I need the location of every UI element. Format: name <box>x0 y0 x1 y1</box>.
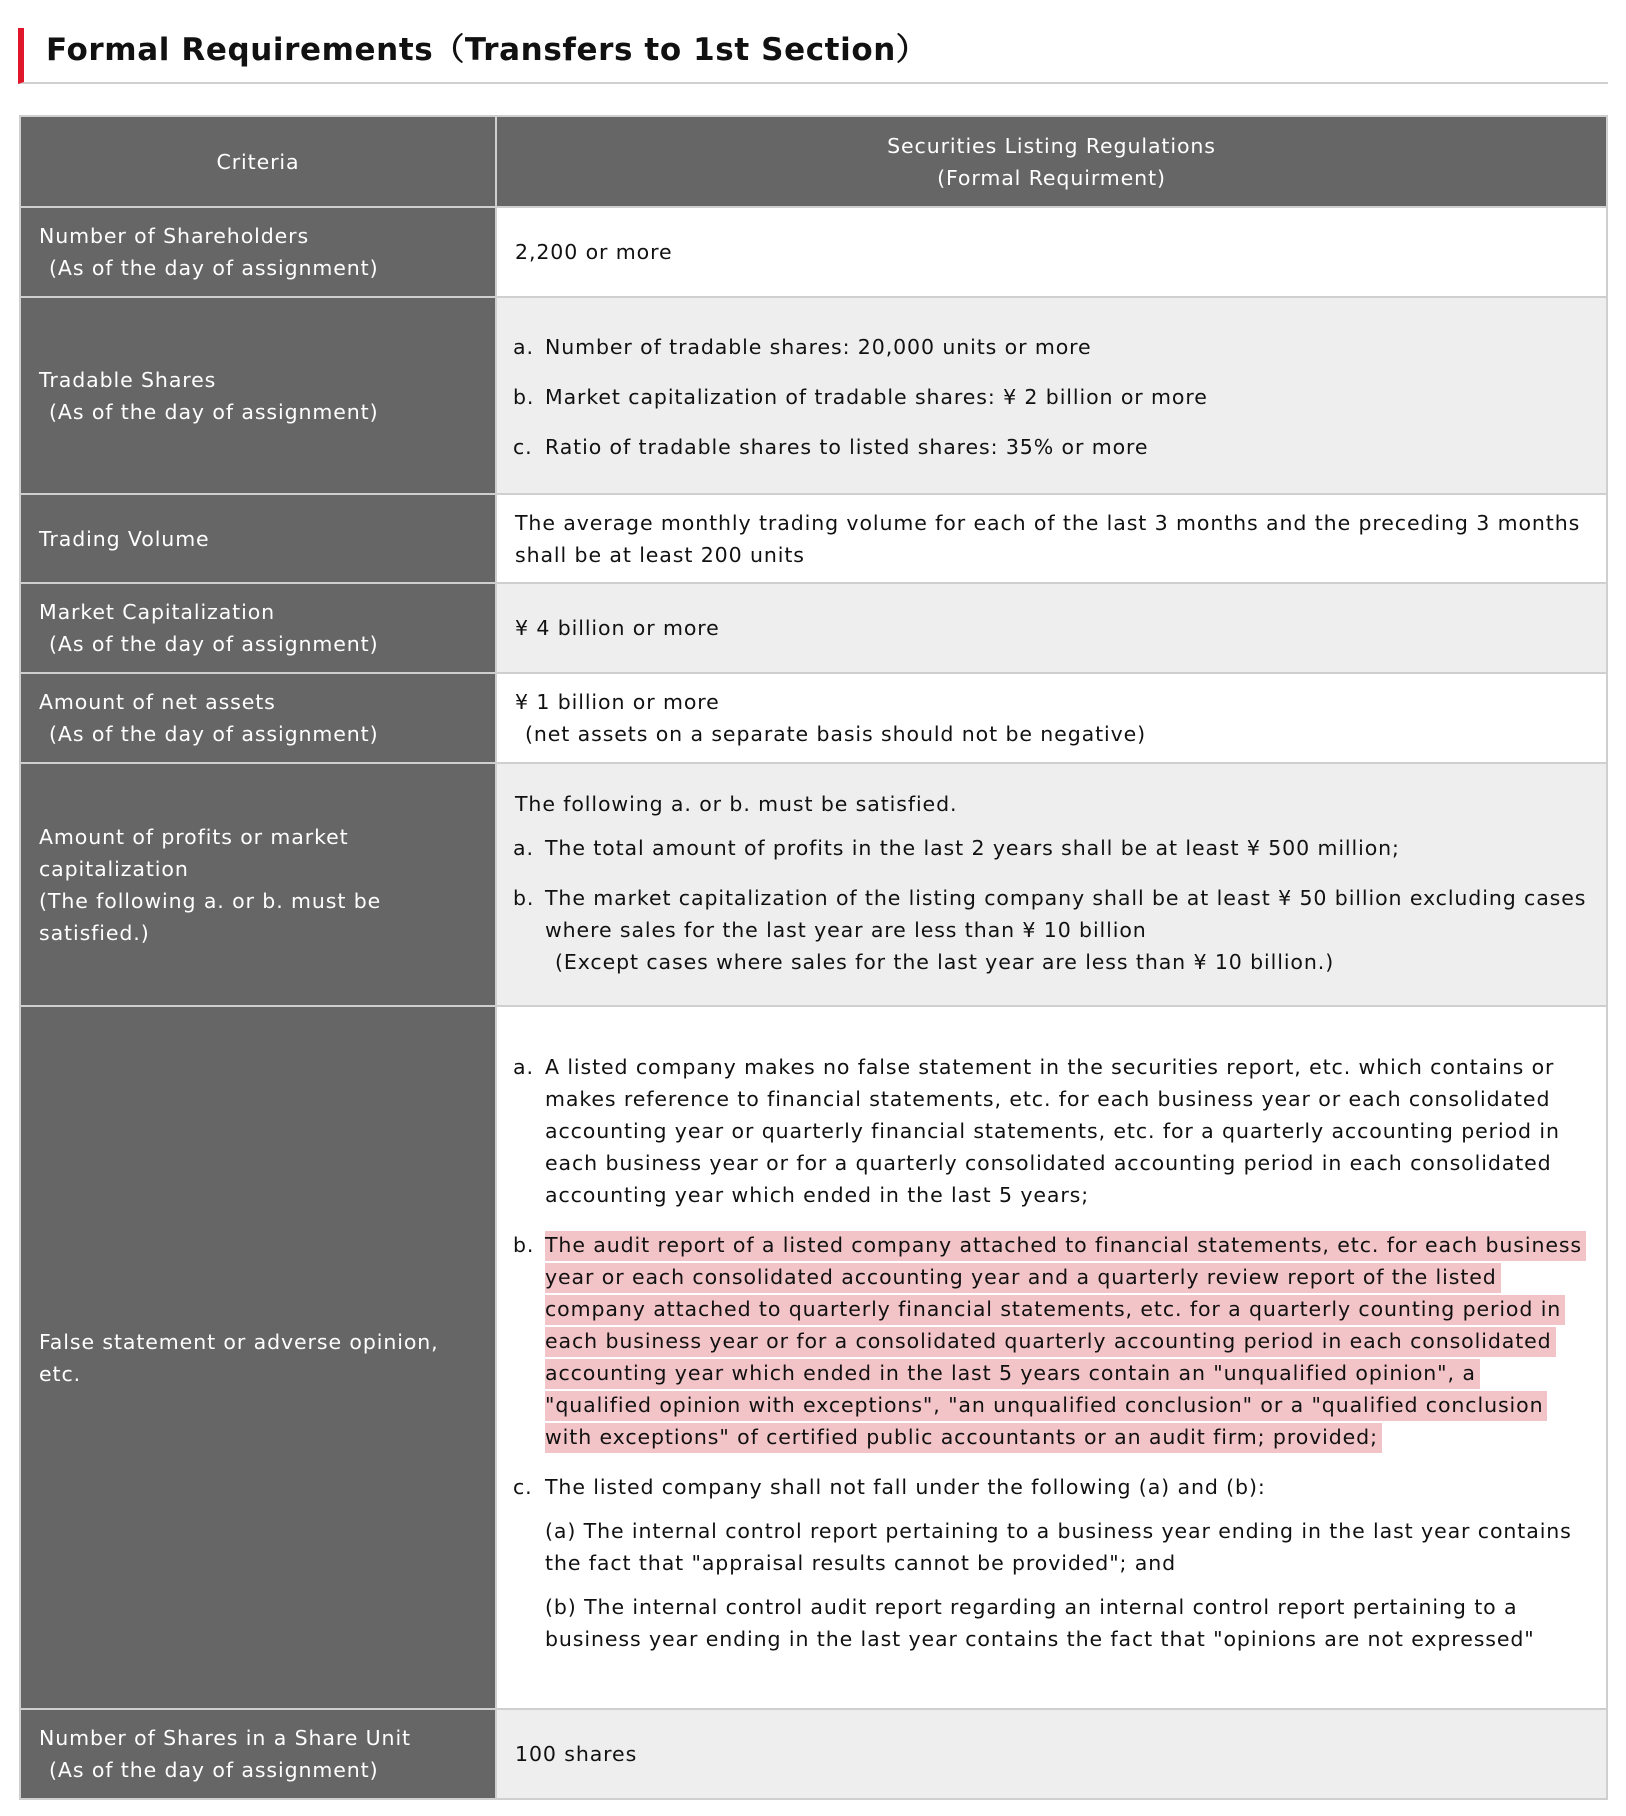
criteria-cell <box>20 763 496 1006</box>
item-marker: b. <box>513 385 535 409</box>
list-item <box>515 882 1588 978</box>
page-title: Formal Requirements（Transfers to 1st Section） <box>46 32 928 68</box>
list-item <box>515 1051 1588 1211</box>
header-regulations-line1: Securities Listing Regulations <box>887 133 1216 158</box>
value-cell: The average monthly trading volume for each of the last 3 months and the preceding 3 months shall be at least 200 units <box>496 494 1607 583</box>
item-text: Market capitalization of tradable shares: ¥ 2 billion or more <box>545 385 1208 409</box>
criteria-note: (As of the day of assignment) <box>49 399 379 424</box>
criteria-note: (As of the day of assignment) <box>49 722 379 746</box>
item-text: The total amount of profits in the last 2 years shall be at least ¥ 500 million; <box>545 835 1400 860</box>
value-cell <box>496 297 1607 494</box>
table-row-trading-volume <box>20 494 1607 583</box>
table-header-row <box>20 116 1607 207</box>
criteria-cell <box>20 494 496 583</box>
requirements-table <box>19 115 1608 1800</box>
value-note: (net assets on a separate basis should not be negative) <box>525 722 1147 746</box>
criteria-label: Tradable Shares <box>39 367 217 392</box>
sub-item: (a) The internal control report pertaining to a business year ending in the last year contains the fact that "appraisal results cannot be provided"; and <box>545 1519 1572 1575</box>
table-row-profits <box>20 763 1607 1006</box>
item-text-wrap <box>545 882 1588 978</box>
item-marker: a. <box>513 1055 534 1079</box>
value-text: ¥ 1 billion or more <box>515 690 720 714</box>
table-row-net-assets <box>20 673 1607 763</box>
criteria-label: Amount of net assets <box>39 690 276 714</box>
requirement-list <box>515 331 1588 463</box>
criteria-cell <box>20 673 496 763</box>
item-text: Number of tradable shares: 20,000 units or more <box>545 335 1092 359</box>
value-cell <box>496 763 1607 1006</box>
list-item-highlighted <box>515 1229 1588 1453</box>
criteria-note: (As of the day of assignment) <box>49 256 379 280</box>
item-text: A listed company makes no false statement in the securities report, etc. which contains or makes reference to financial statements, etc. for each business year or each consolidated accounting year or quarterly financial statements, etc. for a quarterly accounting period in each business year or for a quarterly consolidated accounting period in each consolidated accounting year which ended in the last 5 years; <box>545 1055 1560 1207</box>
criteria-label: False statement or adverse opinion, etc. <box>39 1329 439 1386</box>
table-row-market-cap <box>20 583 1607 673</box>
list-item <box>515 381 1588 413</box>
item-note: (Except cases where sales for the last year are less than ¥ 10 billion.) <box>555 949 1335 974</box>
value-cell: 2,200 or more <box>496 207 1607 297</box>
item-marker: c. <box>513 1475 533 1499</box>
criteria-cell <box>20 207 496 297</box>
criteria-label: Amount of profits or market capitalization <box>39 824 349 881</box>
requirement-list <box>515 832 1588 978</box>
highlighted-text[interactable]: The audit report of a listed company attached to financial statements, etc. for each business year or each consolidated accounting year and a quarterly review report of the listed company attached to quarterly financial statements, etc. for a quarterly counting period in each business year or for a consolidated quarterly accounting period in each consolidated accounting year which ended in the last 5 years contain an "unqualified opinion", a "qualified opinion with exceptions", "an unqualified conclusion" or a "qualified conclusion with exceptions" of certified public accountants or an audit firm; provided; <box>545 1231 1586 1453</box>
criteria-cell <box>20 1006 496 1709</box>
item-text: The market capitalization of the listing company shall be at least ¥ 50 billion excluding cases where sales for the last year are less than ¥ 10 billion <box>545 885 1587 942</box>
section-heading <box>18 28 1608 84</box>
header-regulations <box>496 116 1607 207</box>
criteria-label: Number of Shareholders <box>39 224 310 248</box>
item-text-wrap <box>545 1229 1588 1453</box>
requirement-list <box>515 1051 1588 1667</box>
criteria-note: (As of the day of assignment) <box>49 632 379 656</box>
value-cell <box>496 673 1607 763</box>
value-cell: ¥ 4 billion or more <box>496 583 1607 673</box>
item-marker: b. <box>513 1233 535 1257</box>
table-row-tradable-shares <box>20 297 1607 494</box>
value-cell <box>496 1006 1607 1709</box>
criteria-cell <box>20 297 496 494</box>
criteria-note: (As of the day of assignment) <box>49 1758 379 1782</box>
table-row-share-unit <box>20 1709 1607 1799</box>
item-text-wrap <box>545 1471 1588 1667</box>
header-criteria: Criteria <box>20 116 496 207</box>
item-text: The listed company shall not fall under the following (a) and (b): <box>545 1475 1266 1499</box>
item-marker: b. <box>513 885 535 910</box>
intro-text: The following a. or b. must be satisfied. <box>515 791 958 816</box>
item-marker: c. <box>513 435 533 459</box>
list-item <box>515 431 1588 463</box>
criteria-cell <box>20 1709 496 1799</box>
item-text: Ratio of tradable shares to listed shares: 35% or more <box>545 435 1149 459</box>
item-marker: a. <box>513 335 534 359</box>
criteria-label: Market Capitalization <box>39 600 276 624</box>
header-regulations-line2: (Formal Requirment) <box>937 165 1166 190</box>
table-row-shareholders <box>20 207 1607 297</box>
list-item <box>515 832 1588 864</box>
table-row-false-statement <box>20 1006 1607 1709</box>
sub-item: (b) The internal control audit report regarding an internal control report pertaining to a business year ending in the last year contains the fact that "opinions are not expressed" <box>545 1595 1535 1651</box>
list-item <box>515 331 1588 363</box>
value-cell: 100 shares <box>496 1709 1607 1799</box>
sub-list <box>545 1515 1588 1655</box>
criteria-note: (The following a. or b. must be satisfied.) <box>39 888 382 945</box>
criteria-label: Number of Shares in a Share Unit <box>39 1726 411 1750</box>
criteria-label: Trading Volume <box>39 526 210 551</box>
item-marker: a. <box>513 835 534 860</box>
list-item <box>515 1471 1588 1667</box>
criteria-cell <box>20 583 496 673</box>
